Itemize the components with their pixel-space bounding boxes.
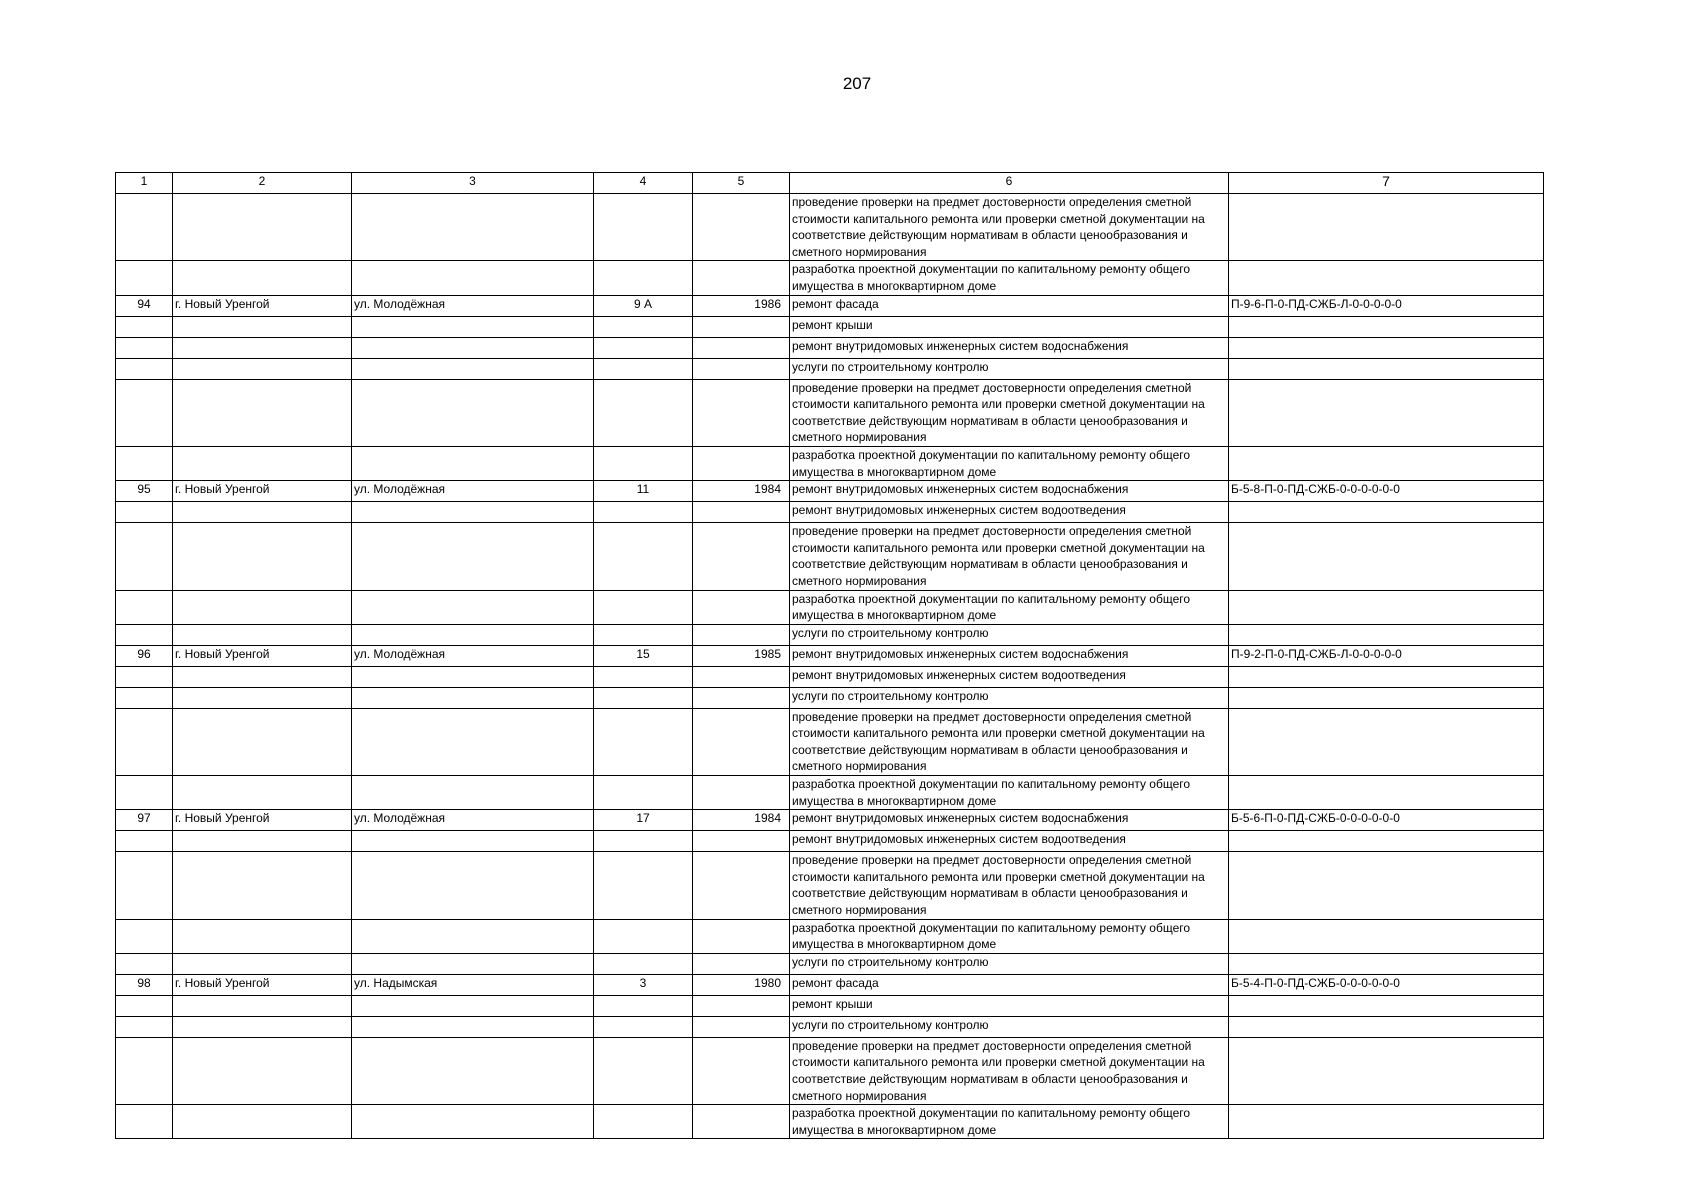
header-cell-7: 7 xyxy=(1229,173,1544,194)
cell-work: услуги по строительному контролю xyxy=(790,687,1229,708)
cell-number: 94 xyxy=(116,295,173,316)
table-row xyxy=(116,624,1544,645)
cell-house xyxy=(594,776,693,810)
cell-street xyxy=(352,687,594,708)
cell-city: г. Новый Уренгой xyxy=(173,645,352,666)
cell-number: 98 xyxy=(116,974,173,995)
cell-year xyxy=(693,316,790,337)
cell-street: ул. Надымская xyxy=(352,974,594,995)
table-row xyxy=(116,1105,1544,1139)
table-row xyxy=(116,295,1544,316)
cell-work: ремонт крыши xyxy=(790,995,1229,1016)
cell-city: г. Новый Уренгой xyxy=(173,974,352,995)
cell-code xyxy=(1229,852,1544,919)
cell-work: ремонт внутридомовых инженерных систем водоснабжения xyxy=(790,337,1229,358)
cell-house: 3 xyxy=(594,974,693,995)
cell-street xyxy=(352,1037,594,1104)
cell-work: ремонт крыши xyxy=(790,316,1229,337)
cell-city xyxy=(173,666,352,687)
cell-work: услуги по строительному контролю xyxy=(790,358,1229,379)
cell-year xyxy=(693,1105,790,1139)
cell-city xyxy=(173,502,352,523)
cell-year: 1985 xyxy=(693,645,790,666)
cell-year xyxy=(693,708,790,775)
cell-number xyxy=(116,1105,173,1139)
cell-city xyxy=(173,995,352,1016)
cell-year xyxy=(693,502,790,523)
cell-code xyxy=(1229,590,1544,624)
cell-city xyxy=(173,831,352,852)
header-row xyxy=(116,173,1544,194)
cell-work: разработка проектной документации по капитальному ремонту общего имущества в многоквартирном доме xyxy=(790,261,1229,295)
cell-year xyxy=(693,379,790,446)
cell-work: ремонт фасада xyxy=(790,295,1229,316)
table-row xyxy=(116,337,1544,358)
cell-street xyxy=(352,953,594,974)
cell-code xyxy=(1229,624,1544,645)
cell-number xyxy=(116,502,173,523)
cell-work: проведение проверки на предмет достоверности определения сметной стоимости капитального ремонта или проверки сметной документации на соответствие действующим нормативам в области ценообразования и сметного нормирования xyxy=(790,1037,1229,1104)
cell-number xyxy=(116,953,173,974)
table-row xyxy=(116,590,1544,624)
cell-house xyxy=(594,590,693,624)
cell-code xyxy=(1229,316,1544,337)
header-cell-4: 4 xyxy=(594,173,693,194)
cell-year xyxy=(693,590,790,624)
cell-house xyxy=(594,1105,693,1139)
cell-city xyxy=(173,337,352,358)
cell-code xyxy=(1229,687,1544,708)
cell-number xyxy=(116,831,173,852)
table-row xyxy=(116,523,1544,590)
cell-year xyxy=(693,358,790,379)
cell-house xyxy=(594,523,693,590)
header-cell-3: 3 xyxy=(352,173,594,194)
cell-year: 1986 xyxy=(693,295,790,316)
cell-work: разработка проектной документации по капитальному ремонту общего имущества в многоквартирном доме xyxy=(790,919,1229,953)
table-row xyxy=(116,261,1544,295)
cell-code xyxy=(1229,446,1544,480)
cell-street xyxy=(352,337,594,358)
cell-work: ремонт внутридомовых инженерных систем водоотведения xyxy=(790,666,1229,687)
cell-street xyxy=(352,502,594,523)
cell-city xyxy=(173,194,352,261)
cell-house xyxy=(594,446,693,480)
cell-number xyxy=(116,776,173,810)
cell-code xyxy=(1229,261,1544,295)
cell-year xyxy=(693,831,790,852)
cell-street xyxy=(352,624,594,645)
cell-code xyxy=(1229,1105,1544,1139)
cell-house xyxy=(594,261,693,295)
cell-code: Б-5-8-П-0-ПД-СЖБ-0-0-0-0-0-0 xyxy=(1229,481,1544,502)
cell-work: разработка проектной документации по капитальному ремонту общего имущества в многоквартирном доме xyxy=(790,776,1229,810)
cell-street xyxy=(352,995,594,1016)
cell-number xyxy=(116,261,173,295)
cell-number xyxy=(116,590,173,624)
cell-year: 1984 xyxy=(693,810,790,831)
cell-street xyxy=(352,358,594,379)
cell-house xyxy=(594,624,693,645)
cell-street: ул. Молодёжная xyxy=(352,645,594,666)
cell-number xyxy=(116,624,173,645)
cell-code xyxy=(1229,1037,1544,1104)
cell-work: проведение проверки на предмет достоверности определения сметной стоимости капитального ремонта или проверки сметной документации на соответствие действующим нормативам в области ценообразования и сметного нормирования xyxy=(790,523,1229,590)
cell-work: проведение проверки на предмет достоверности определения сметной стоимости капитального ремонта или проверки сметной документации на соответствие действующим нормативам в области ценообразования и сметного нормирования xyxy=(790,194,1229,261)
table-row xyxy=(116,502,1544,523)
table-row xyxy=(116,974,1544,995)
cell-house xyxy=(594,708,693,775)
table-row xyxy=(116,776,1544,810)
cell-city xyxy=(173,379,352,446)
cell-year xyxy=(693,776,790,810)
cell-work: ремонт внутридомовых инженерных систем водоотведения xyxy=(790,502,1229,523)
cell-number: 96 xyxy=(116,645,173,666)
table-row xyxy=(116,852,1544,919)
cell-number xyxy=(116,666,173,687)
cell-house xyxy=(594,1016,693,1037)
cell-house xyxy=(594,852,693,919)
cell-city xyxy=(173,1016,352,1037)
cell-year: 1984 xyxy=(693,481,790,502)
cell-year xyxy=(693,1037,790,1104)
cell-work: проведение проверки на предмет достоверности определения сметной стоимости капитального ремонта или проверки сметной документации на соответствие действующим нормативам в области ценообразования и сметного нормирования xyxy=(790,852,1229,919)
cell-number xyxy=(116,446,173,480)
table-row xyxy=(116,810,1544,831)
cell-city xyxy=(173,1105,352,1139)
cell-house xyxy=(594,919,693,953)
cell-house xyxy=(594,194,693,261)
cell-house xyxy=(594,953,693,974)
cell-street xyxy=(352,523,594,590)
cell-city xyxy=(173,523,352,590)
cell-year xyxy=(693,337,790,358)
cell-house xyxy=(594,379,693,446)
cell-year xyxy=(693,666,790,687)
cell-city xyxy=(173,708,352,775)
cell-city xyxy=(173,624,352,645)
cell-street xyxy=(352,919,594,953)
cell-street xyxy=(352,831,594,852)
table-row xyxy=(116,1037,1544,1104)
cell-code xyxy=(1229,194,1544,261)
cell-year xyxy=(693,687,790,708)
table-row xyxy=(116,1016,1544,1037)
cell-code: Б-5-6-П-0-ПД-СЖБ-0-0-0-0-0-0 xyxy=(1229,810,1544,831)
cell-street xyxy=(352,708,594,775)
cell-year xyxy=(693,624,790,645)
cell-number xyxy=(116,316,173,337)
cell-code xyxy=(1229,666,1544,687)
cell-work: ремонт внутридомовых инженерных систем водоснабжения xyxy=(790,481,1229,502)
cell-work: услуги по строительному контролю xyxy=(790,1016,1229,1037)
cell-street xyxy=(352,379,594,446)
cell-work: проведение проверки на предмет достоверности определения сметной стоимости капитального ремонта или проверки сметной документации на соответствие действующим нормативам в области ценообразования и сметного нормирования xyxy=(790,708,1229,775)
cell-number: 97 xyxy=(116,810,173,831)
cell-work: ремонт фасада xyxy=(790,974,1229,995)
table-row xyxy=(116,194,1544,261)
cell-house xyxy=(594,358,693,379)
cell-code xyxy=(1229,502,1544,523)
cell-number xyxy=(116,1016,173,1037)
cell-work: ремонт внутридомовых инженерных систем водоотведения xyxy=(790,831,1229,852)
cell-street xyxy=(352,776,594,810)
cell-city xyxy=(173,316,352,337)
cell-city xyxy=(173,261,352,295)
cell-code: П-9-6-П-0-ПД-СЖБ-Л-0-0-0-0-0 xyxy=(1229,295,1544,316)
cell-city xyxy=(173,852,352,919)
cell-code xyxy=(1229,776,1544,810)
cell-city xyxy=(173,446,352,480)
cell-city xyxy=(173,776,352,810)
table-row xyxy=(116,358,1544,379)
cell-code xyxy=(1229,995,1544,1016)
cell-year xyxy=(693,919,790,953)
cell-code: Б-5-4-П-0-ПД-СЖБ-0-0-0-0-0-0 xyxy=(1229,974,1544,995)
table-row xyxy=(116,687,1544,708)
table-row xyxy=(116,446,1544,480)
cell-street xyxy=(352,194,594,261)
cell-street xyxy=(352,852,594,919)
header-cell-5: 5 xyxy=(693,173,790,194)
cell-work: ремонт внутридомовых инженерных систем водоснабжения xyxy=(790,810,1229,831)
table-row xyxy=(116,666,1544,687)
capital-repair-table xyxy=(115,172,1544,1139)
table-row xyxy=(116,919,1544,953)
table-row xyxy=(116,481,1544,502)
cell-work: услуги по строительному контролю xyxy=(790,624,1229,645)
cell-house: 9 А xyxy=(594,295,693,316)
cell-code xyxy=(1229,337,1544,358)
cell-house xyxy=(594,687,693,708)
cell-street xyxy=(352,316,594,337)
cell-work: услуги по строительному контролю xyxy=(790,953,1229,974)
cell-code xyxy=(1229,708,1544,775)
header-cell-1: 1 xyxy=(116,173,173,194)
cell-year xyxy=(693,194,790,261)
cell-number xyxy=(116,358,173,379)
cell-year xyxy=(693,1016,790,1037)
cell-street xyxy=(352,261,594,295)
cell-number xyxy=(116,852,173,919)
cell-code xyxy=(1229,1016,1544,1037)
cell-city: г. Новый Уренгой xyxy=(173,295,352,316)
cell-house xyxy=(594,666,693,687)
cell-number xyxy=(116,379,173,446)
cell-code xyxy=(1229,379,1544,446)
page-number: 207 xyxy=(842,74,872,93)
cell-year xyxy=(693,953,790,974)
cell-year xyxy=(693,261,790,295)
cell-house: 11 xyxy=(594,481,693,502)
cell-work: разработка проектной документации по капитальному ремонту общего имущества в многоквартирном доме xyxy=(790,1105,1229,1139)
cell-number xyxy=(116,687,173,708)
cell-house xyxy=(594,995,693,1016)
table-row xyxy=(116,708,1544,775)
cell-number xyxy=(116,523,173,590)
table-body xyxy=(116,173,1544,1139)
cell-street: ул. Молодёжная xyxy=(352,481,594,502)
cell-house xyxy=(594,337,693,358)
cell-street xyxy=(352,590,594,624)
cell-work: разработка проектной документации по капитальному ремонту общего имущества в многоквартирном доме xyxy=(790,446,1229,480)
cell-year: 1980 xyxy=(693,974,790,995)
cell-house xyxy=(594,1037,693,1104)
cell-city xyxy=(173,590,352,624)
cell-house xyxy=(594,502,693,523)
cell-code xyxy=(1229,358,1544,379)
cell-house xyxy=(594,831,693,852)
cell-year xyxy=(693,523,790,590)
header-cell-6: 6 xyxy=(790,173,1229,194)
header-cell-2: 2 xyxy=(173,173,352,194)
cell-year xyxy=(693,995,790,1016)
table-row xyxy=(116,995,1544,1016)
cell-city xyxy=(173,919,352,953)
table-row xyxy=(116,316,1544,337)
cell-code xyxy=(1229,831,1544,852)
cell-house: 17 xyxy=(594,810,693,831)
cell-code xyxy=(1229,523,1544,590)
cell-house xyxy=(594,316,693,337)
cell-number xyxy=(116,194,173,261)
cell-number xyxy=(116,919,173,953)
cell-number xyxy=(116,995,173,1016)
cell-house: 15 xyxy=(594,645,693,666)
cell-work: разработка проектной документации по капитальному ремонту общего имущества в многоквартирном доме xyxy=(790,590,1229,624)
cell-number xyxy=(116,1037,173,1104)
table-row xyxy=(116,645,1544,666)
cell-city xyxy=(173,953,352,974)
table-row xyxy=(116,953,1544,974)
cell-work: ремонт внутридомовых инженерных систем водоснабжения xyxy=(790,645,1229,666)
cell-street xyxy=(352,1016,594,1037)
cell-code xyxy=(1229,953,1544,974)
cell-street xyxy=(352,446,594,480)
table-row xyxy=(116,379,1544,446)
cell-street: ул. Молодёжная xyxy=(352,810,594,831)
cell-street xyxy=(352,1105,594,1139)
cell-city xyxy=(173,1037,352,1104)
cell-year xyxy=(693,446,790,480)
cell-number xyxy=(116,708,173,775)
cell-street xyxy=(352,666,594,687)
cell-number xyxy=(116,337,173,358)
cell-code: П-9-2-П-0-ПД-СЖБ-Л-0-0-0-0-0 xyxy=(1229,645,1544,666)
cell-street: ул. Молодёжная xyxy=(352,295,594,316)
table-row xyxy=(116,831,1544,852)
cell-city xyxy=(173,358,352,379)
cell-code xyxy=(1229,919,1544,953)
cell-work: проведение проверки на предмет достоверности определения сметной стоимости капитального ремонта или проверки сметной документации на соответствие действующим нормативам в области ценообразования и сметного нормирования xyxy=(790,379,1229,446)
cell-city: г. Новый Уренгой xyxy=(173,810,352,831)
cell-number: 95 xyxy=(116,481,173,502)
cell-city: г. Новый Уренгой xyxy=(173,481,352,502)
cell-city xyxy=(173,687,352,708)
cell-year xyxy=(693,852,790,919)
